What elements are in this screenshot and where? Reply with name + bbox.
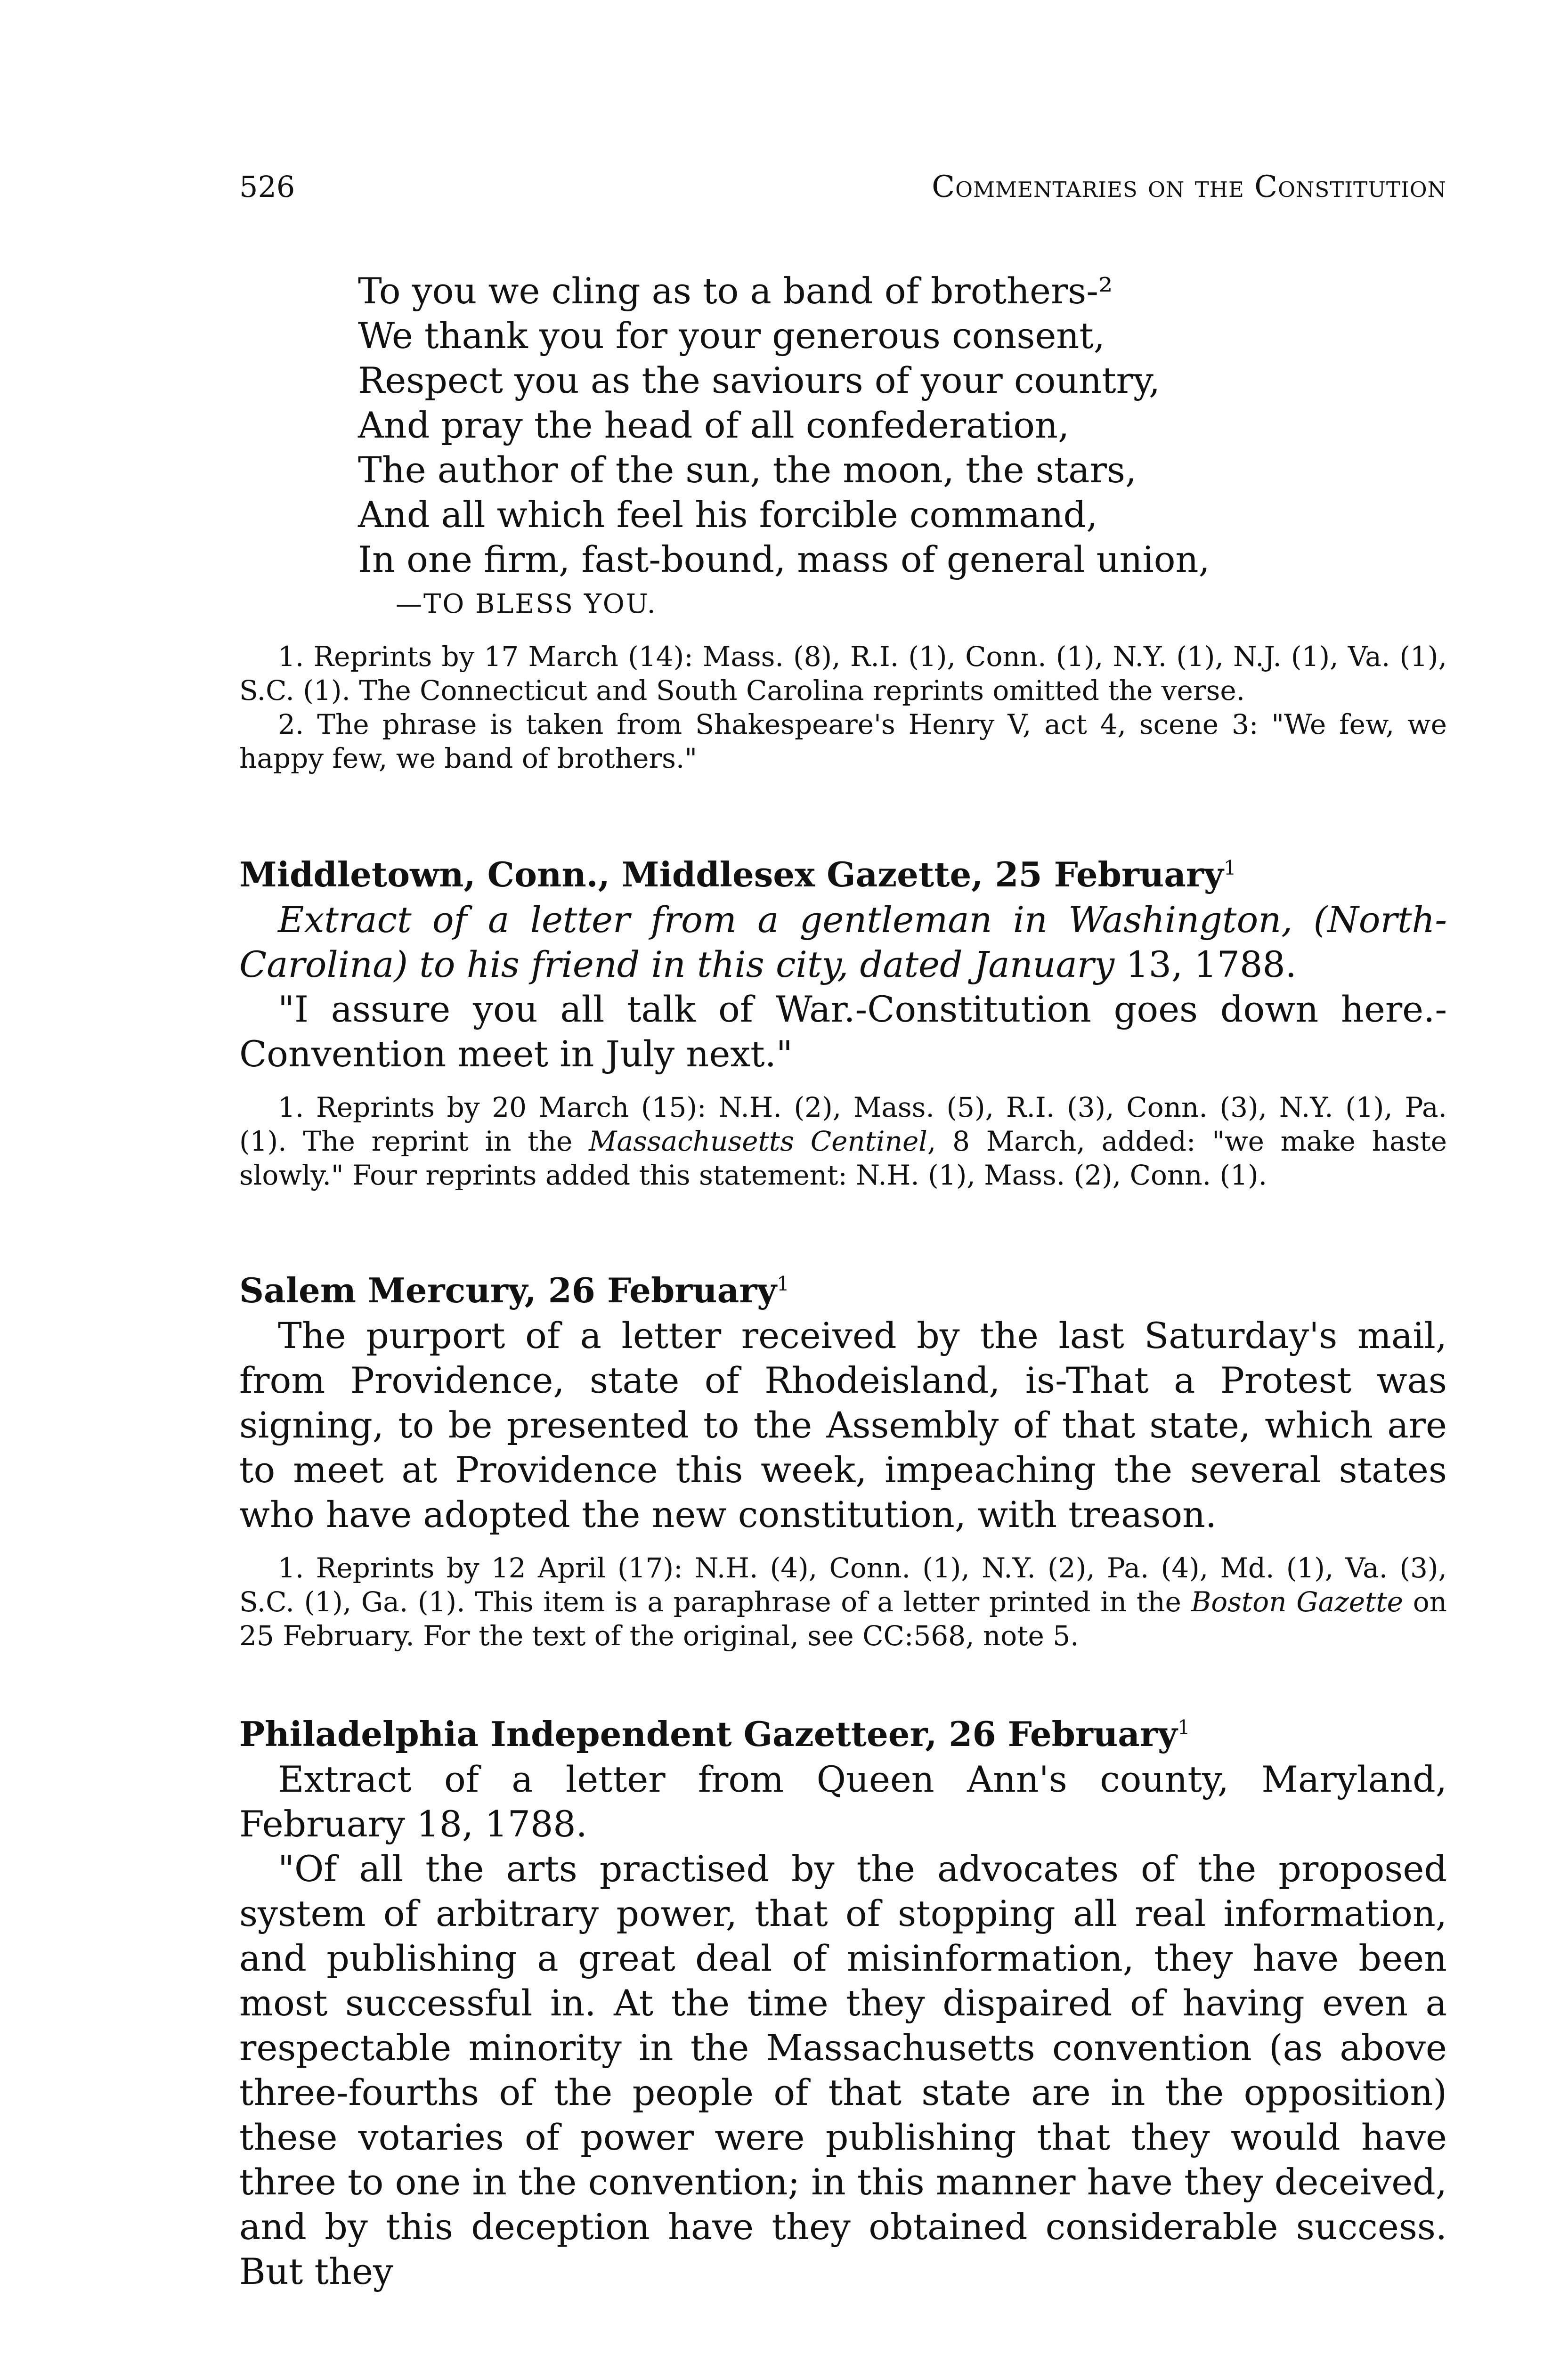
article-body: "Of all the arts practised by the advocates of the proposed system of arbitrary power, that of stopping all real information, and publishing a great deal of misinformation, they have been most successful in. At the time they dispaired of having even a respectable minority in the Massachusetts convention (as above three-fourths of the people of that state are in the opposition) these votaries of power were publishing that they would have three to one in the convention; in this manner have they deceived, and by this deception have they obtained considerable success. But they: [239, 1848, 1447, 2292]
section-middletown: [239, 845, 1447, 1192]
section-salem: [239, 1261, 1447, 1653]
running-head: [239, 166, 1446, 208]
running-title: Commentaries on the Constitution: [932, 170, 1446, 204]
verse-line: To you we cling as to a band of brothers-²: [358, 270, 1113, 312]
note-mark: 1: [1177, 1716, 1190, 1739]
verse-line: Respect you as the saviours of your country,: [358, 359, 1160, 401]
footnote: 2. The phrase is taken from Shakespeare's Henry V, act 4, scene 3: "We few, we happy few, we band of brothers.": [239, 708, 1447, 774]
section-heading: Middletown, Conn., Middlesex Gazette, 25 February$^1$: [239, 854, 1236, 894]
section-heading: Salem Mercury, 26 February$^1$: [239, 1270, 789, 1310]
verse-notes: [239, 640, 1447, 775]
verse-line: We thank you for your generous consent,: [358, 315, 1105, 357]
page-number: 526: [239, 170, 295, 204]
section-heading: Philadelphia Independent Gazetteer, 26 February$^1$: [239, 1714, 1190, 1754]
extract-line: Extract of a letter from a gentleman in Washington, (North-Carolina) to his friend in this city, dated January 13, 1788.: [239, 899, 1447, 985]
verse-line: And pray the head of all confederation,: [358, 404, 1070, 446]
verse-line: In one firm, fast-bound, mass of general union,: [358, 538, 1210, 580]
footnote: 1. Reprints by 12 April (17): N.H. (4), Conn. (1), N.Y. (2), Pa. (4), Md. (1), Va. (3), S.C. (1), Ga. (1). This item is a paraphrase of a letter printed in the Boston Gazette on 25 February. For the text of the original, see CC:568, note 5.: [239, 1552, 1447, 1652]
verse-line: And all which feel his forcible command,: [358, 494, 1098, 536]
note-mark: 1: [777, 1272, 789, 1295]
article-body: The purport of a letter received by the last Saturday's mail, from Providence, state of Rhodeisland, is-That a Protest was signing, to be presented to the Assembly of that state, which are to meet at Providence this week, impeaching the several states who have adopted the new constitution, with treason.: [239, 1315, 1447, 1535]
note-mark: 1: [1223, 856, 1236, 879]
verse-line: The author of the sun, the moon, the stars,: [358, 449, 1137, 491]
verse-block: [358, 268, 1394, 626]
section-philadelphia: [239, 1705, 1447, 2294]
extract-line: Extract of a letter from Queen Ann's county, Maryland, February 18, 1788.: [239, 1758, 1447, 1845]
footnote: 1. Reprints by 20 March (15): N.H. (2), Mass. (5), R.I. (3), Conn. (3), N.Y. (1), Pa. (1). The reprint in the Massachusetts Centinel, 8 March, added: "we make haste slowly." Four reprints added this statement: N.H. (1), Mass. (2), Conn. (1).: [239, 1091, 1447, 1191]
footnote: 1. Reprints by 17 March (14): Mass. (8), R.I. (1), Conn. (1), N.Y. (1), N.J. (1), Va. (1), S.C. (1). The Connecticut and South Carolina reprints omitted the verse.: [239, 641, 1447, 706]
verse-sign-off: —TO BLESS YOU.: [396, 589, 657, 619]
quoted-letter: "I assure you all talk of War.-Constitution goes down here.-Convention meet in July next.": [239, 988, 1447, 1075]
